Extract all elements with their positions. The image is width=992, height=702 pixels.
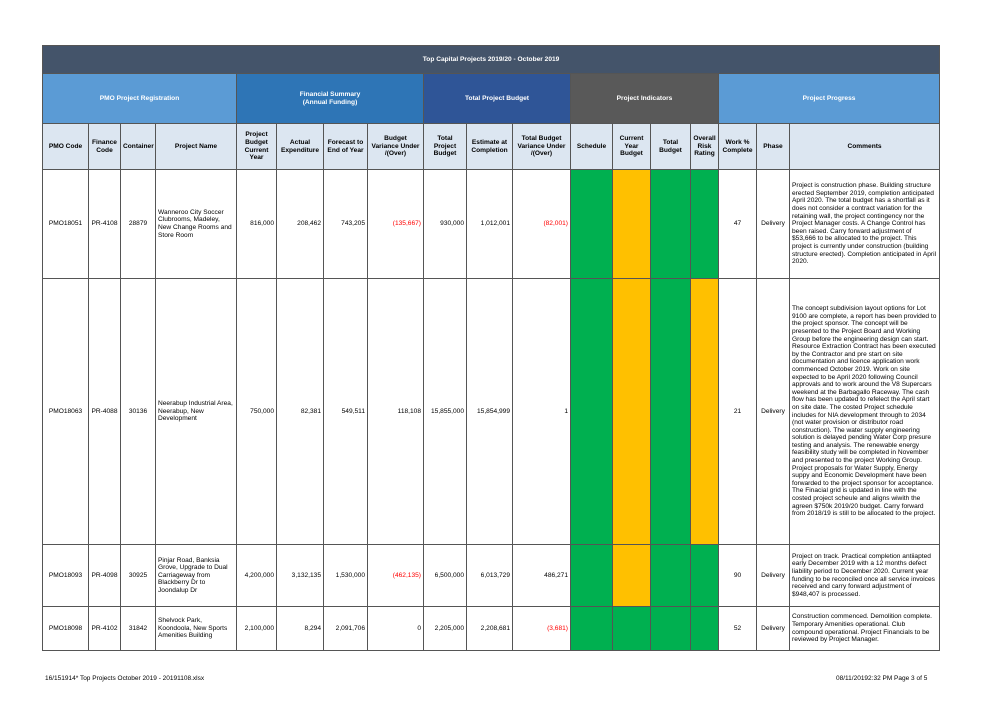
indicator-schedule — [571, 607, 613, 651]
indicator-schedule — [571, 170, 613, 279]
cell-forecast: 743,205 — [324, 170, 368, 279]
col-forecast: Forecast to End of Year — [324, 124, 368, 170]
cell-container: 31842 — [121, 607, 156, 651]
cell-estimate-completion: 6,013,729 — [467, 545, 513, 607]
cell-finance-code: PR-4108 — [89, 170, 121, 279]
cell-actual-expenditure: 3,132,135 — [277, 545, 324, 607]
cell-container: 30136 — [121, 279, 156, 545]
cell-budget-current-year: 816,000 — [237, 170, 277, 279]
cell-project-name: Shelvock Park, Koondoola, New Sports Amenities Building — [156, 607, 237, 651]
cell-total-project-budget: 6,500,000 — [424, 545, 467, 607]
col-pmo-code: PMO Code — [43, 124, 89, 170]
col-finance-code: Finance Code — [89, 124, 121, 170]
financial-line2: (Annual Funding) — [302, 98, 358, 106]
indicator-overall-risk — [691, 545, 719, 607]
cell-forecast: 549,511 — [324, 279, 368, 545]
col-budget-variance: Budget Variance Under /(Over) — [368, 124, 424, 170]
col-budget-current-year: Project Budget Current Year — [237, 124, 277, 170]
cell-project-name: Neerabup Industrial Area, Neerabup, New Development — [156, 279, 237, 545]
cell-estimate-completion: 2,208,681 — [467, 607, 513, 651]
cell-container: 30925 — [121, 545, 156, 607]
cell-work-complete: 52 — [719, 607, 757, 651]
cell-work-complete: 47 — [719, 170, 757, 279]
financial-line1: Financial Summary — [299, 90, 361, 98]
indicator-current-year-budget — [613, 279, 651, 545]
cell-budget-current-year: 4,200,000 — [237, 545, 277, 607]
table-row — [43, 607, 940, 651]
indicator-total-budget — [651, 545, 691, 607]
cell-total-project-budget: 930,000 — [424, 170, 467, 279]
indicator-total-budget — [651, 279, 691, 545]
footer-filename: 16/151914* Top Projects October 2019 - 20191108.xlsx — [45, 675, 205, 682]
indicator-current-year-budget — [613, 607, 651, 651]
cell-budget-variance: (135,667) — [368, 170, 424, 279]
indicator-current-year-budget — [613, 545, 651, 607]
indicator-overall-risk — [691, 170, 719, 279]
cell-total-budget-variance: 1 — [513, 279, 571, 545]
cell-phase: Delivery — [757, 279, 790, 545]
table-row — [43, 279, 940, 545]
cell-total-budget-variance: 486,271 — [513, 545, 571, 607]
cell-container: 28879 — [121, 170, 156, 279]
col-comments: Comments — [790, 124, 940, 170]
cell-budget-variance: 0 — [368, 607, 424, 651]
cell-pmo-code: PMO18051 — [43, 170, 89, 279]
indicator-current-year-budget — [613, 170, 651, 279]
col-schedule: Schedule — [571, 124, 613, 170]
group-header-progress: Project Progress — [719, 74, 940, 124]
cell-actual-expenditure: 82,381 — [277, 279, 324, 545]
cell-forecast: 2,091,706 — [324, 607, 368, 651]
col-overall-risk: Overall Risk Rating — [691, 124, 719, 170]
group-header-total-budget: Total Project Budget — [424, 74, 571, 124]
cell-phase: Delivery — [757, 545, 790, 607]
col-current-year-budget: Current Year Budget — [613, 124, 651, 170]
cell-budget-current-year: 750,000 — [237, 279, 277, 545]
cell-estimate-completion: 1,012,001 — [467, 170, 513, 279]
cell-budget-current-year: 2,100,000 — [237, 607, 277, 651]
cell-finance-code: PR-4088 — [89, 279, 121, 545]
cell-total-budget-variance: (82,001) — [513, 170, 571, 279]
cell-forecast: 1,530,000 — [324, 545, 368, 607]
cell-comments: Construction commenced. Demolition complete. Temporary Amenities operational. Club compound operational. Project Financials to be reviewed by Project Manager. — [790, 607, 940, 651]
cell-phase: Delivery — [757, 607, 790, 651]
cell-pmo-code: PMO18098 — [43, 607, 89, 651]
table-row — [43, 170, 940, 279]
indicator-total-budget — [651, 170, 691, 279]
cell-work-complete: 21 — [719, 279, 757, 545]
cell-phase: Delivery — [757, 170, 790, 279]
cell-actual-expenditure: 8,294 — [277, 607, 324, 651]
col-estimate-completion: Estimate at Completion — [467, 124, 513, 170]
indicator-overall-risk — [691, 607, 719, 651]
group-header-pmo: PMO Project Registration — [43, 74, 237, 124]
cell-comments: Project on track. Practical completion antiiapted early December 2019 with a 12 months defect liability period to December 2020. Current year funding to be reconciled once all service invoices received and carry forward adjustment of $948,407 is processed. — [790, 545, 940, 607]
col-project-name: Project Name — [156, 124, 237, 170]
col-total-budget-variance: Total Budget Variance Under /(Over) — [513, 124, 571, 170]
cell-estimate-completion: 15,854,999 — [467, 279, 513, 545]
cell-total-project-budget: 2,205,000 — [424, 607, 467, 651]
cell-budget-variance: (462,135) — [368, 545, 424, 607]
cell-actual-expenditure: 208,462 — [277, 170, 324, 279]
col-actual-expenditure: Actual Expenditure — [277, 124, 324, 170]
col-work-complete: Work % Complete — [719, 124, 757, 170]
col-container: Container — [121, 124, 156, 170]
footer-page-info: 08/11/20192:32 PM Page 3 of 5 — [836, 675, 928, 682]
col-total-project-budget: Total Project Budget — [424, 124, 467, 170]
capital-projects-table — [42, 45, 940, 651]
cell-total-budget-variance: (3,681) — [513, 607, 571, 651]
group-header-indicators: Project Indicators — [571, 74, 719, 124]
group-header-financial — [237, 74, 424, 124]
indicator-total-budget — [651, 607, 691, 651]
col-total-budget: Total Budget — [651, 124, 691, 170]
cell-finance-code: PR-4098 — [89, 545, 121, 607]
col-phase: Phase — [757, 124, 790, 170]
cell-pmo-code: PMO18063 — [43, 279, 89, 545]
cell-total-project-budget: 15,855,000 — [424, 279, 467, 545]
cell-comments: Project is construction phase. Building structure erected September 2019, completion anticipated April 2020. The total budget has a shortfall as it does not consider a contract variation for the retaining wall, the project contingency nor the Project Manager costs. A Change Control has been raised. Carry forward adjustment of $53,666 to be allocated to the project. This project is currently under construction (building structure erected). Completion anticipated in April 2020. — [790, 170, 940, 279]
cell-project-name: Pinjar Road, Banksia Grove, Upgrade to Dual Carriageway from Blackberry Dr to Joondalup Dr — [156, 545, 237, 607]
cell-work-complete: 90 — [719, 545, 757, 607]
indicator-schedule — [571, 279, 613, 545]
cell-project-name: Wanneroo City Soccer Clubrooms, Madeley, New Change Rooms and Store Room — [156, 170, 237, 279]
indicator-schedule — [571, 545, 613, 607]
cell-pmo-code: PMO18093 — [43, 545, 89, 607]
indicator-overall-risk — [691, 279, 719, 545]
table-title: Top Capital Projects 2019/20 - October 2019 — [43, 46, 940, 74]
table-row — [43, 545, 940, 607]
cell-finance-code: PR-4102 — [89, 607, 121, 651]
cell-budget-variance: 118,108 — [368, 279, 424, 545]
cell-comments: The concept subdivision layout options for Lot 9100 are complete, a report has been provided to the project sponsor. The concept will be presented to the Project Board and Working Group before the engineering design can start. Resource Extraction Contract has been executed by the Contractor and pre start on site documentation and licence application work commenced October 2019. Work on site expected to be April 2020 following Council approvals and to work around the V8 Supercars weekend at the Barbagallo Raceway. The cash flow has been updated to refelect the April start on site date. The costed Project schedule includes for NIA development through to 2034 (not water provision or distributor road construction). The water supply engineering solution is delayed pending Water Corp presure testing and analysis. The renewable energy feasibility study will be completed in November and presented to the project Working Group. Project proposals for Water Supply, Energy suppy and Economic Development have been forwarded to the project sponsor for acceptance. The Finacial grid is updated in line with the costed project scheule and aligns wiwith the agreen $750k 2019/20 budget. Carry forward from 2018/19 is still to be allocated to the project. — [790, 279, 940, 545]
